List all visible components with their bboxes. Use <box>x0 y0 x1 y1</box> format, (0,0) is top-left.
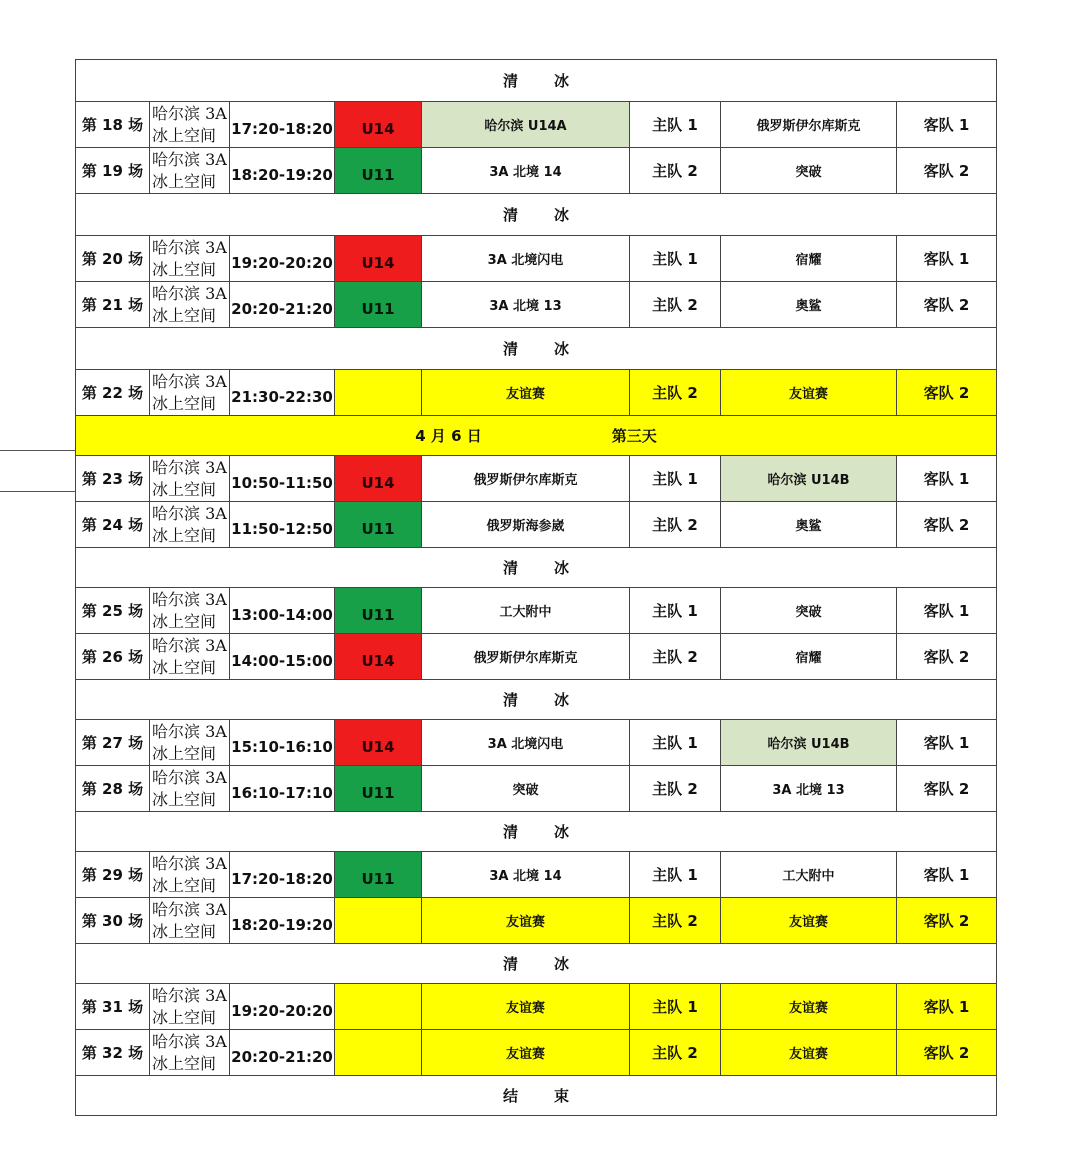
away-side: 客队 1 <box>897 588 997 634</box>
match-number: 第 18 场 <box>76 102 150 148</box>
away-side: 客队 1 <box>897 984 997 1030</box>
match-row <box>76 456 997 502</box>
away-side: 客队 1 <box>897 102 997 148</box>
home-team: 友谊赛 <box>422 984 630 1030</box>
date-header-row <box>76 416 997 456</box>
venue: 哈尔滨 3A 冰上空间 <box>150 148 230 194</box>
home-side: 主队 2 <box>630 766 721 812</box>
match-number: 第 32 场 <box>76 1030 150 1076</box>
date-header <box>76 416 997 456</box>
venue: 哈尔滨 3A 冰上空间 <box>150 898 230 944</box>
match-number: 第 28 场 <box>76 766 150 812</box>
end-label: 结 束 <box>76 1076 997 1116</box>
age-group <box>335 1030 422 1076</box>
time-slot: 17:20-18:20 <box>230 102 335 148</box>
age-group: U14 <box>335 236 422 282</box>
home-team: 友谊赛 <box>422 370 630 416</box>
away-team: 宿耀 <box>721 634 897 680</box>
home-side: 主队 1 <box>630 456 721 502</box>
match-number: 第 23 场 <box>76 456 150 502</box>
home-team: 3A 北境 14 <box>422 148 630 194</box>
venue: 哈尔滨 3A 冰上空间 <box>150 370 230 416</box>
venue: 哈尔滨 3A 冰上空间 <box>150 588 230 634</box>
match-row <box>76 898 997 944</box>
home-team: 工大附中 <box>422 588 630 634</box>
home-side: 主队 1 <box>630 236 721 282</box>
venue: 哈尔滨 3A 冰上空间 <box>150 1030 230 1076</box>
time-slot: 14:00-15:00 <box>230 634 335 680</box>
away-team: 俄罗斯伊尔库斯克 <box>721 102 897 148</box>
home-side: 主队 1 <box>630 852 721 898</box>
ice-clean-label: 清 冰 <box>76 944 997 984</box>
ice-clean-row <box>76 60 997 102</box>
match-number: 第 27 场 <box>76 720 150 766</box>
age-group <box>335 370 422 416</box>
home-side: 主队 2 <box>630 282 721 328</box>
home-side: 主队 2 <box>630 898 721 944</box>
away-team: 友谊赛 <box>721 1030 897 1076</box>
away-team: 友谊赛 <box>721 984 897 1030</box>
away-team: 哈尔滨 U14B <box>721 720 897 766</box>
away-side: 客队 2 <box>897 370 997 416</box>
age-group: U14 <box>335 634 422 680</box>
away-team: 突破 <box>721 148 897 194</box>
home-side: 主队 2 <box>630 1030 721 1076</box>
match-number: 第 31 场 <box>76 984 150 1030</box>
age-group: U14 <box>335 102 422 148</box>
match-row <box>76 1030 997 1076</box>
time-slot: 21:30-22:30 <box>230 370 335 416</box>
match-row <box>76 766 997 812</box>
venue: 哈尔滨 3A 冰上空间 <box>150 456 230 502</box>
home-team: 3A 北境闪电 <box>422 236 630 282</box>
time-slot: 11:50-12:50 <box>230 502 335 548</box>
home-side: 主队 2 <box>630 148 721 194</box>
match-row <box>76 236 997 282</box>
time-slot: 20:20-21:20 <box>230 282 335 328</box>
ice-clean-label: 清 冰 <box>76 328 997 370</box>
age-group <box>335 984 422 1030</box>
time-slot: 17:20-18:20 <box>230 852 335 898</box>
home-team: 突破 <box>422 766 630 812</box>
home-team: 友谊赛 <box>422 1030 630 1076</box>
venue: 哈尔滨 3A 冰上空间 <box>150 282 230 328</box>
match-row <box>76 148 997 194</box>
venue: 哈尔滨 3A 冰上空间 <box>150 102 230 148</box>
match-number: 第 24 场 <box>76 502 150 548</box>
match-number: 第 19 场 <box>76 148 150 194</box>
away-side: 客队 2 <box>897 634 997 680</box>
match-row <box>76 282 997 328</box>
home-team: 3A 北境 13 <box>422 282 630 328</box>
home-team: 俄罗斯伊尔库斯克 <box>422 456 630 502</box>
day-label: 第三天 <box>611 427 657 445</box>
venue: 哈尔滨 3A 冰上空间 <box>150 634 230 680</box>
home-side: 主队 1 <box>630 720 721 766</box>
match-row <box>76 634 997 680</box>
time-slot: 18:20-19:20 <box>230 898 335 944</box>
ice-clean-label: 清 冰 <box>76 812 997 852</box>
away-team: 友谊赛 <box>721 898 897 944</box>
venue: 哈尔滨 3A 冰上空间 <box>150 766 230 812</box>
home-team: 3A 北境闪电 <box>422 720 630 766</box>
home-team: 俄罗斯海参崴 <box>422 502 630 548</box>
away-team: 突破 <box>721 588 897 634</box>
venue: 哈尔滨 3A 冰上空间 <box>150 720 230 766</box>
time-slot: 19:20-20:20 <box>230 984 335 1030</box>
away-team: 奥鲨 <box>721 502 897 548</box>
away-side: 客队 2 <box>897 766 997 812</box>
away-team: 3A 北境 13 <box>721 766 897 812</box>
away-side: 客队 1 <box>897 456 997 502</box>
venue: 哈尔滨 3A 冰上空间 <box>150 502 230 548</box>
ice-clean-label: 清 冰 <box>76 60 997 102</box>
match-schedule-table <box>75 59 997 1116</box>
age-group <box>335 898 422 944</box>
ice-clean-row <box>76 680 997 720</box>
time-slot: 16:10-17:10 <box>230 766 335 812</box>
venue: 哈尔滨 3A 冰上空间 <box>150 236 230 282</box>
date-label: 4 月 6 日 <box>415 427 482 445</box>
ice-clean-row <box>76 328 997 370</box>
away-team: 友谊赛 <box>721 370 897 416</box>
ice-clean-row <box>76 812 997 852</box>
match-number: 第 22 场 <box>76 370 150 416</box>
home-team: 俄罗斯伊尔库斯克 <box>422 634 630 680</box>
home-team: 友谊赛 <box>422 898 630 944</box>
age-group: U11 <box>335 502 422 548</box>
away-side: 客队 2 <box>897 282 997 328</box>
venue: 哈尔滨 3A 冰上空间 <box>150 984 230 1030</box>
ice-clean-row <box>76 944 997 984</box>
time-slot: 13:00-14:00 <box>230 588 335 634</box>
home-side: 主队 1 <box>630 102 721 148</box>
age-group: U14 <box>335 720 422 766</box>
ice-clean-label: 清 冰 <box>76 194 997 236</box>
match-row <box>76 502 997 548</box>
margin-line-bottom <box>0 491 75 492</box>
home-team: 哈尔滨 U14A <box>422 102 630 148</box>
age-group: U11 <box>335 282 422 328</box>
away-side: 客队 2 <box>897 898 997 944</box>
time-slot: 19:20-20:20 <box>230 236 335 282</box>
age-group: U11 <box>335 766 422 812</box>
match-row <box>76 588 997 634</box>
time-slot: 10:50-11:50 <box>230 456 335 502</box>
age-group: U11 <box>335 148 422 194</box>
away-side: 客队 1 <box>897 720 997 766</box>
home-team: 3A 北境 14 <box>422 852 630 898</box>
match-number: 第 21 场 <box>76 282 150 328</box>
ice-clean-row <box>76 194 997 236</box>
away-side: 客队 1 <box>897 852 997 898</box>
ice-clean-row <box>76 548 997 588</box>
match-number: 第 30 场 <box>76 898 150 944</box>
home-side: 主队 2 <box>630 502 721 548</box>
match-row <box>76 720 997 766</box>
match-row <box>76 852 997 898</box>
match-row <box>76 370 997 416</box>
away-side: 客队 1 <box>897 236 997 282</box>
match-row <box>76 102 997 148</box>
away-side: 客队 2 <box>897 502 997 548</box>
match-row <box>76 984 997 1030</box>
home-side: 主队 2 <box>630 634 721 680</box>
home-side: 主队 2 <box>630 370 721 416</box>
away-side: 客队 2 <box>897 148 997 194</box>
match-number: 第 26 场 <box>76 634 150 680</box>
age-group: U11 <box>335 852 422 898</box>
age-group: U14 <box>335 456 422 502</box>
away-team: 工大附中 <box>721 852 897 898</box>
time-slot: 20:20-21:20 <box>230 1030 335 1076</box>
ice-clean-label: 清 冰 <box>76 548 997 588</box>
home-side: 主队 1 <box>630 984 721 1030</box>
match-number: 第 29 场 <box>76 852 150 898</box>
away-side: 客队 2 <box>897 1030 997 1076</box>
schedule-body <box>76 60 997 1116</box>
age-group: U11 <box>335 588 422 634</box>
away-team: 奥鲨 <box>721 282 897 328</box>
match-number: 第 25 场 <box>76 588 150 634</box>
home-side: 主队 1 <box>630 588 721 634</box>
match-number: 第 20 场 <box>76 236 150 282</box>
time-slot: 18:20-19:20 <box>230 148 335 194</box>
time-slot: 15:10-16:10 <box>230 720 335 766</box>
away-team: 哈尔滨 U14B <box>721 456 897 502</box>
away-team: 宿耀 <box>721 236 897 282</box>
ice-clean-label: 清 冰 <box>76 680 997 720</box>
end-row <box>76 1076 997 1116</box>
margin-line-top <box>0 450 75 451</box>
venue: 哈尔滨 3A 冰上空间 <box>150 852 230 898</box>
